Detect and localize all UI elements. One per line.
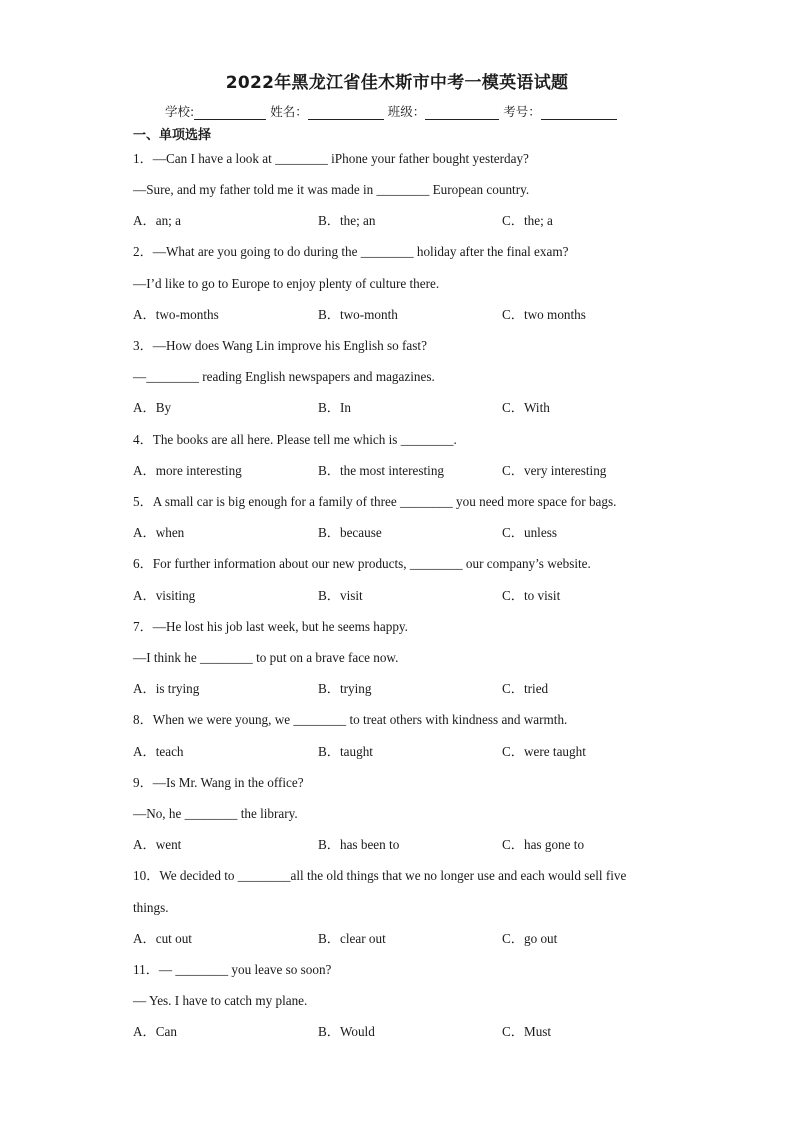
option-c[interactable]: C．tried xyxy=(502,681,549,696)
option-c[interactable]: C．Must xyxy=(502,1024,552,1039)
section-title: 一、单项选择 xyxy=(133,128,212,143)
question-line: —Sure, and my father told me it was made in ________ European country. xyxy=(133,182,530,197)
option-c[interactable]: C．With xyxy=(502,400,550,415)
question-line: 6．For further information about our new products, ________ our company’s website. xyxy=(133,556,591,571)
option-a[interactable]: A．two-months xyxy=(133,307,219,322)
option-a[interactable]: A．more interesting xyxy=(133,463,242,478)
class-label: 班级： xyxy=(387,104,426,119)
option-a[interactable]: A．teach xyxy=(133,744,184,759)
option-b[interactable]: B．the; an xyxy=(318,213,376,228)
option-a[interactable]: A．is trying xyxy=(133,681,200,696)
question-line: —I’d like to go to Europe to enjoy plenty of culture there. xyxy=(133,276,440,291)
option-b[interactable]: B．Would xyxy=(318,1024,375,1039)
option-b[interactable]: B．because xyxy=(318,525,382,540)
option-c[interactable]: C．has gone to xyxy=(502,837,585,852)
question-line: 2．—What are you going to do during the ________ holiday after the final exam? xyxy=(133,244,569,259)
question-line: —I think he ________ to put on a brave face now. xyxy=(133,650,399,665)
option-a[interactable]: A．an; a xyxy=(133,213,181,228)
question-line: 10．We decided to ________all the old things that we no longer use and each would sell five xyxy=(133,868,627,883)
option-c[interactable]: C．two months xyxy=(502,307,586,322)
option-a[interactable]: A．Can xyxy=(133,1024,177,1039)
option-b[interactable]: B．taught xyxy=(318,744,373,759)
question-line: — Yes. I have to catch my plane. xyxy=(133,993,308,1008)
student-info-row xyxy=(165,102,617,120)
question-line: things. xyxy=(133,900,169,915)
name-blank[interactable] xyxy=(308,105,384,120)
option-c[interactable]: C．were taught xyxy=(502,744,586,759)
question-line: 5．A small car is big enough for a family of three ________ you need more space for bags. xyxy=(133,494,617,509)
option-c[interactable]: C．the; a xyxy=(502,213,553,228)
option-a[interactable]: A．when xyxy=(133,525,185,540)
option-a[interactable]: A．By xyxy=(133,400,172,415)
option-b[interactable]: B．two-month xyxy=(318,307,398,322)
option-a[interactable]: A．visiting xyxy=(133,588,196,603)
option-c[interactable]: C．go out xyxy=(502,931,558,946)
option-b[interactable]: B．In xyxy=(318,400,351,415)
exam-no-label: 考号： xyxy=(503,104,541,119)
question-line: 7．—He lost his job last week, but he seems happy. xyxy=(133,619,408,634)
option-b[interactable]: B．the most interesting xyxy=(318,463,445,478)
option-a[interactable]: A．cut out xyxy=(133,931,192,946)
question-line: 4．The books are all here. Please tell me which is ________. xyxy=(133,432,457,447)
option-a[interactable]: A．went xyxy=(133,837,182,852)
option-b[interactable]: B．has been to xyxy=(318,837,400,852)
option-b[interactable]: B．trying xyxy=(318,681,372,696)
option-b[interactable]: B．visit xyxy=(318,588,363,603)
school-blank[interactable] xyxy=(194,105,266,120)
page-title: 2022年黑龙江省佳木斯市中考一模英语试题 xyxy=(225,73,569,93)
question-line: 11．— ________ you leave so soon? xyxy=(133,962,332,977)
question-line: —________ reading English newspapers and magazines. xyxy=(133,369,435,384)
name-label: 姓名： xyxy=(270,104,308,119)
option-b[interactable]: B．clear out xyxy=(318,931,386,946)
exam-no-blank[interactable] xyxy=(541,105,617,120)
option-c[interactable]: C．very interesting xyxy=(502,463,607,478)
question-line: 9．—Is Mr. Wang in the office? xyxy=(133,775,304,790)
school-label: 学校: xyxy=(165,104,195,119)
question-line: 1．—Can I have a look at ________ iPhone your father bought yesterday? xyxy=(133,151,529,166)
question-line: 8．When we were young, we ________ to treat others with kindness and warmth. xyxy=(133,712,568,727)
question-line: 3．—How does Wang Lin improve his English so fast? xyxy=(133,338,427,353)
question-line: —No, he ________ the library. xyxy=(133,806,298,821)
option-c[interactable]: C．to visit xyxy=(502,588,561,603)
option-c[interactable]: C．unless xyxy=(502,525,557,540)
class-blank[interactable] xyxy=(425,105,499,120)
